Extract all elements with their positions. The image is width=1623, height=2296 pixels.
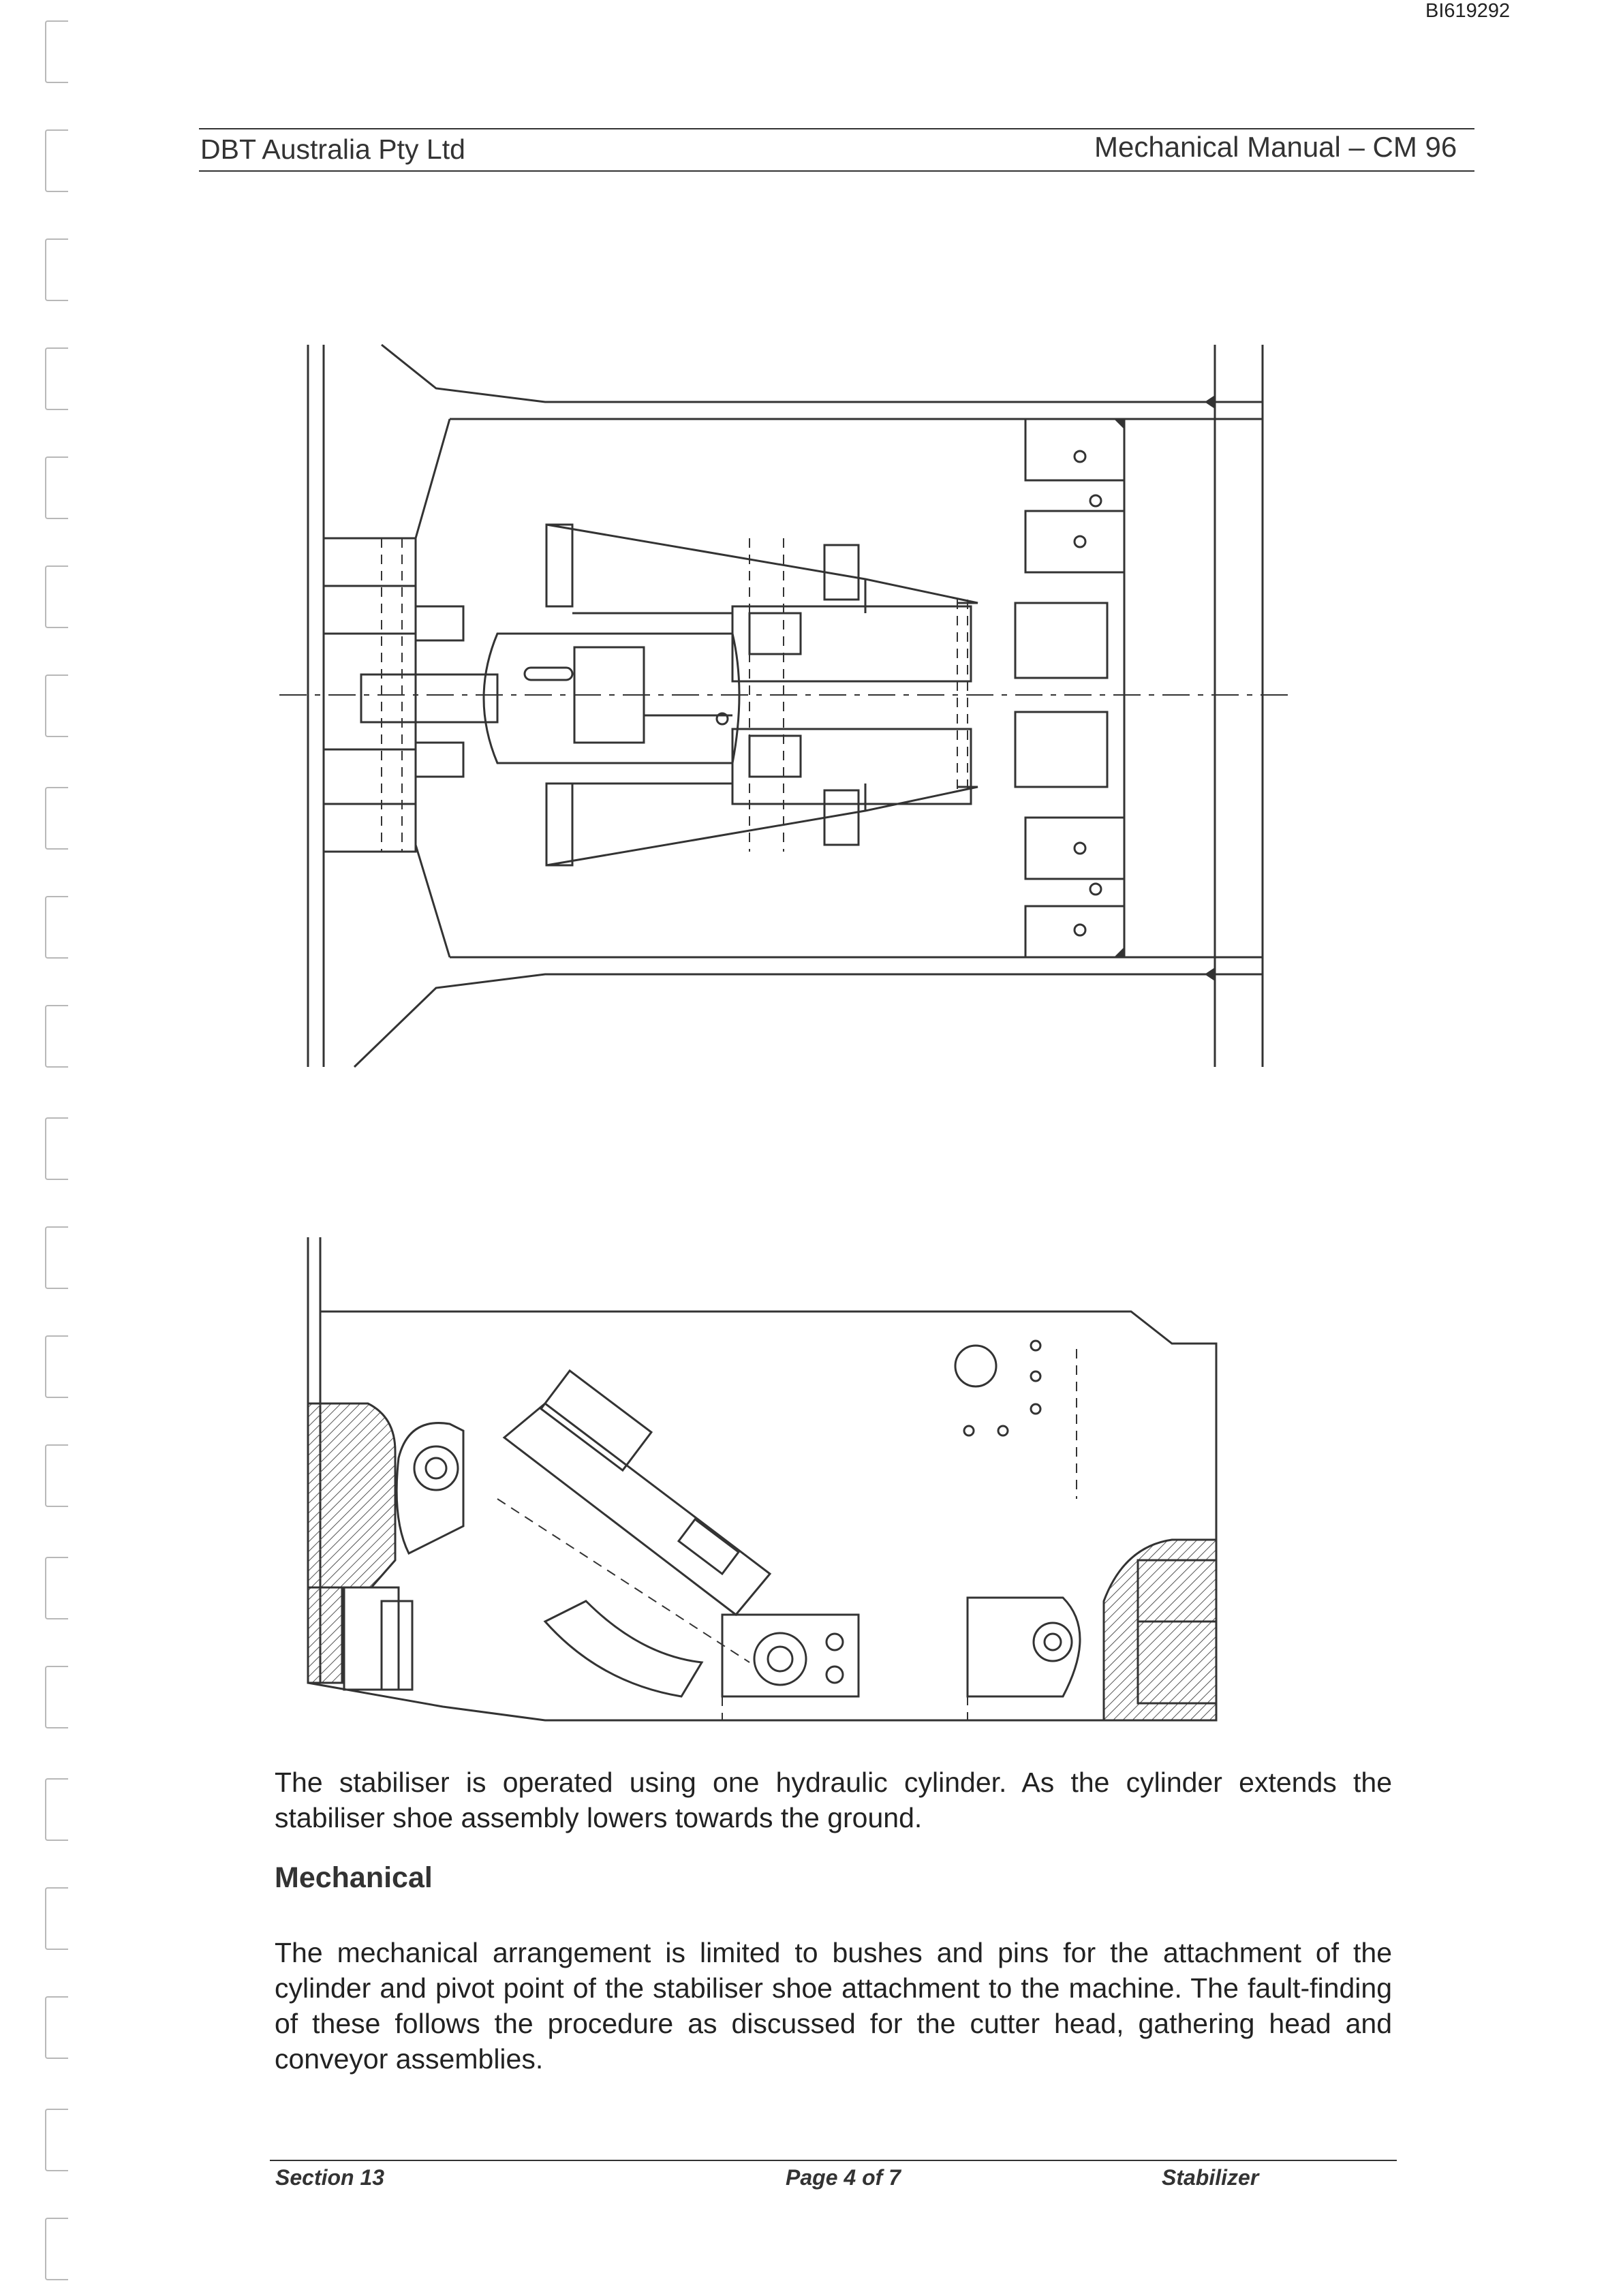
stabiliser-plan-view [308, 345, 1263, 1067]
footer-page-number: Page 4 of 7 [786, 2165, 901, 2190]
mechanical-paragraph: The mechanical arrangement is limited to bushes and pins for the attachment of the cylinder and pivot point of the stabiliser shoe attachment to the machine. The fault-finding of these follows the procedure as discussed for the cutter head, gathering head and conveyor assemblies. [275, 1937, 1392, 2075]
header-manual-title: Mechanical Manual – CM 96 [1094, 131, 1457, 163]
footer-rule [270, 2160, 1397, 2161]
header-company: DBT Australia Pty Ltd [200, 134, 465, 165]
footer-topic: Stabilizer [1162, 2165, 1259, 2190]
intro-paragraph: The stabiliser is operated using one hydraulic cylinder. As the cylinder extends the stabiliser shoe assembly lowers towards the ground. [275, 1767, 1392, 1833]
section-heading: Mechanical [275, 1861, 433, 1894]
footer-section: Section 13 [275, 2165, 385, 2190]
document-id: BI619292 [1425, 0, 1511, 22]
stabiliser-side-view [308, 1237, 1216, 1720]
